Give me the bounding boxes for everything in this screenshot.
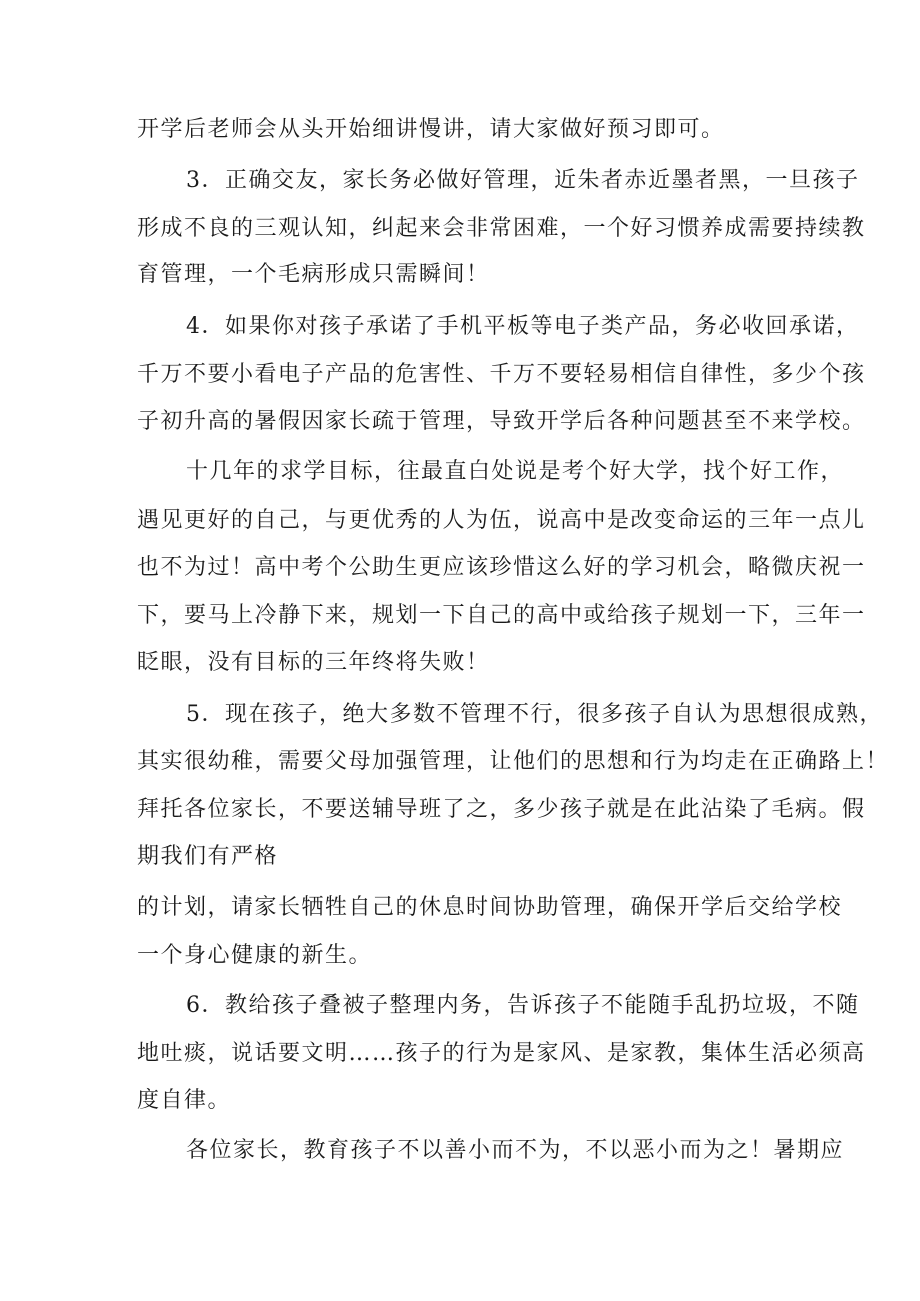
text-line: 子初升高的暑假因家长疏于管理，导致开学后各种问题甚至不来学校。	[137, 409, 866, 434]
text-line: 眨眼，没有目标的三年终将失败！	[137, 650, 490, 675]
text-line: 也不为过！高中考个公助生更应该珍惜这么好的学习机会，略微庆祝一	[137, 555, 866, 580]
text-line: 千万不要小看电子产品的危害性、千万不要轻易相信自律性，多少个孩	[137, 362, 866, 387]
text-line: 度自律。	[137, 1088, 232, 1113]
text-line: 育管理，一个毛病形成只需瞬间！	[137, 262, 490, 287]
text-line: 下，要马上冷静下来，规划一下自己的高中或给孩子规划一下，三年一	[137, 603, 866, 628]
text-line: 其实很幼稚，需要父母加强管理，让他们的思想和行为均走在正确路上！	[137, 749, 890, 774]
text-line: 的计划，请家长牺牲自己的休息时间协助管理，确保开学后交给学校	[137, 895, 843, 920]
text-line: 形成不良的三观认知，纠起来会非常困难，一个好习惯养成需要持续教	[137, 216, 866, 241]
text-line: 一个身心健康的新生。	[137, 943, 373, 968]
text-line: 十几年的求学目标，往最直白处说是考个好大学，找个好工作，	[186, 459, 845, 484]
text-line: 开学后老师会从头开始细讲慢讲，请大家做好预习即可。	[137, 117, 725, 142]
text-line: 拜托各位家长，不要送辅导班了之，多少孩子就是在此沾染了毛病。假	[137, 797, 866, 822]
text-line: 3．正确交友，家长务必做好管理，近朱者赤近墨者黑，一旦孩子	[186, 168, 860, 193]
text-line: 各位家长，教育孩子不以善小而不为，不以恶小而为之！暑期应	[186, 1138, 845, 1163]
text-line: 6．教给孩子叠被子整理内务，告诉孩子不能随手乱扔垃圾，不随	[186, 993, 860, 1018]
text-line: 遇见更好的自己，与更优秀的人为伍，说高中是改变命运的三年一点儿	[137, 508, 866, 533]
text-line: 期我们有严格	[137, 844, 279, 869]
text-line: 5．现在孩子，绝大多数不管理不行，很多孩子自认为思想很成熟，	[186, 702, 883, 727]
text-line: 4．如果你对孩子承诺了手机平板等电子类产品，务必收回承诺，	[186, 314, 860, 339]
text-line: 地吐痰，说话要文明……孩子的行为是家风、是家教，集体生活必须高	[137, 1041, 866, 1066]
